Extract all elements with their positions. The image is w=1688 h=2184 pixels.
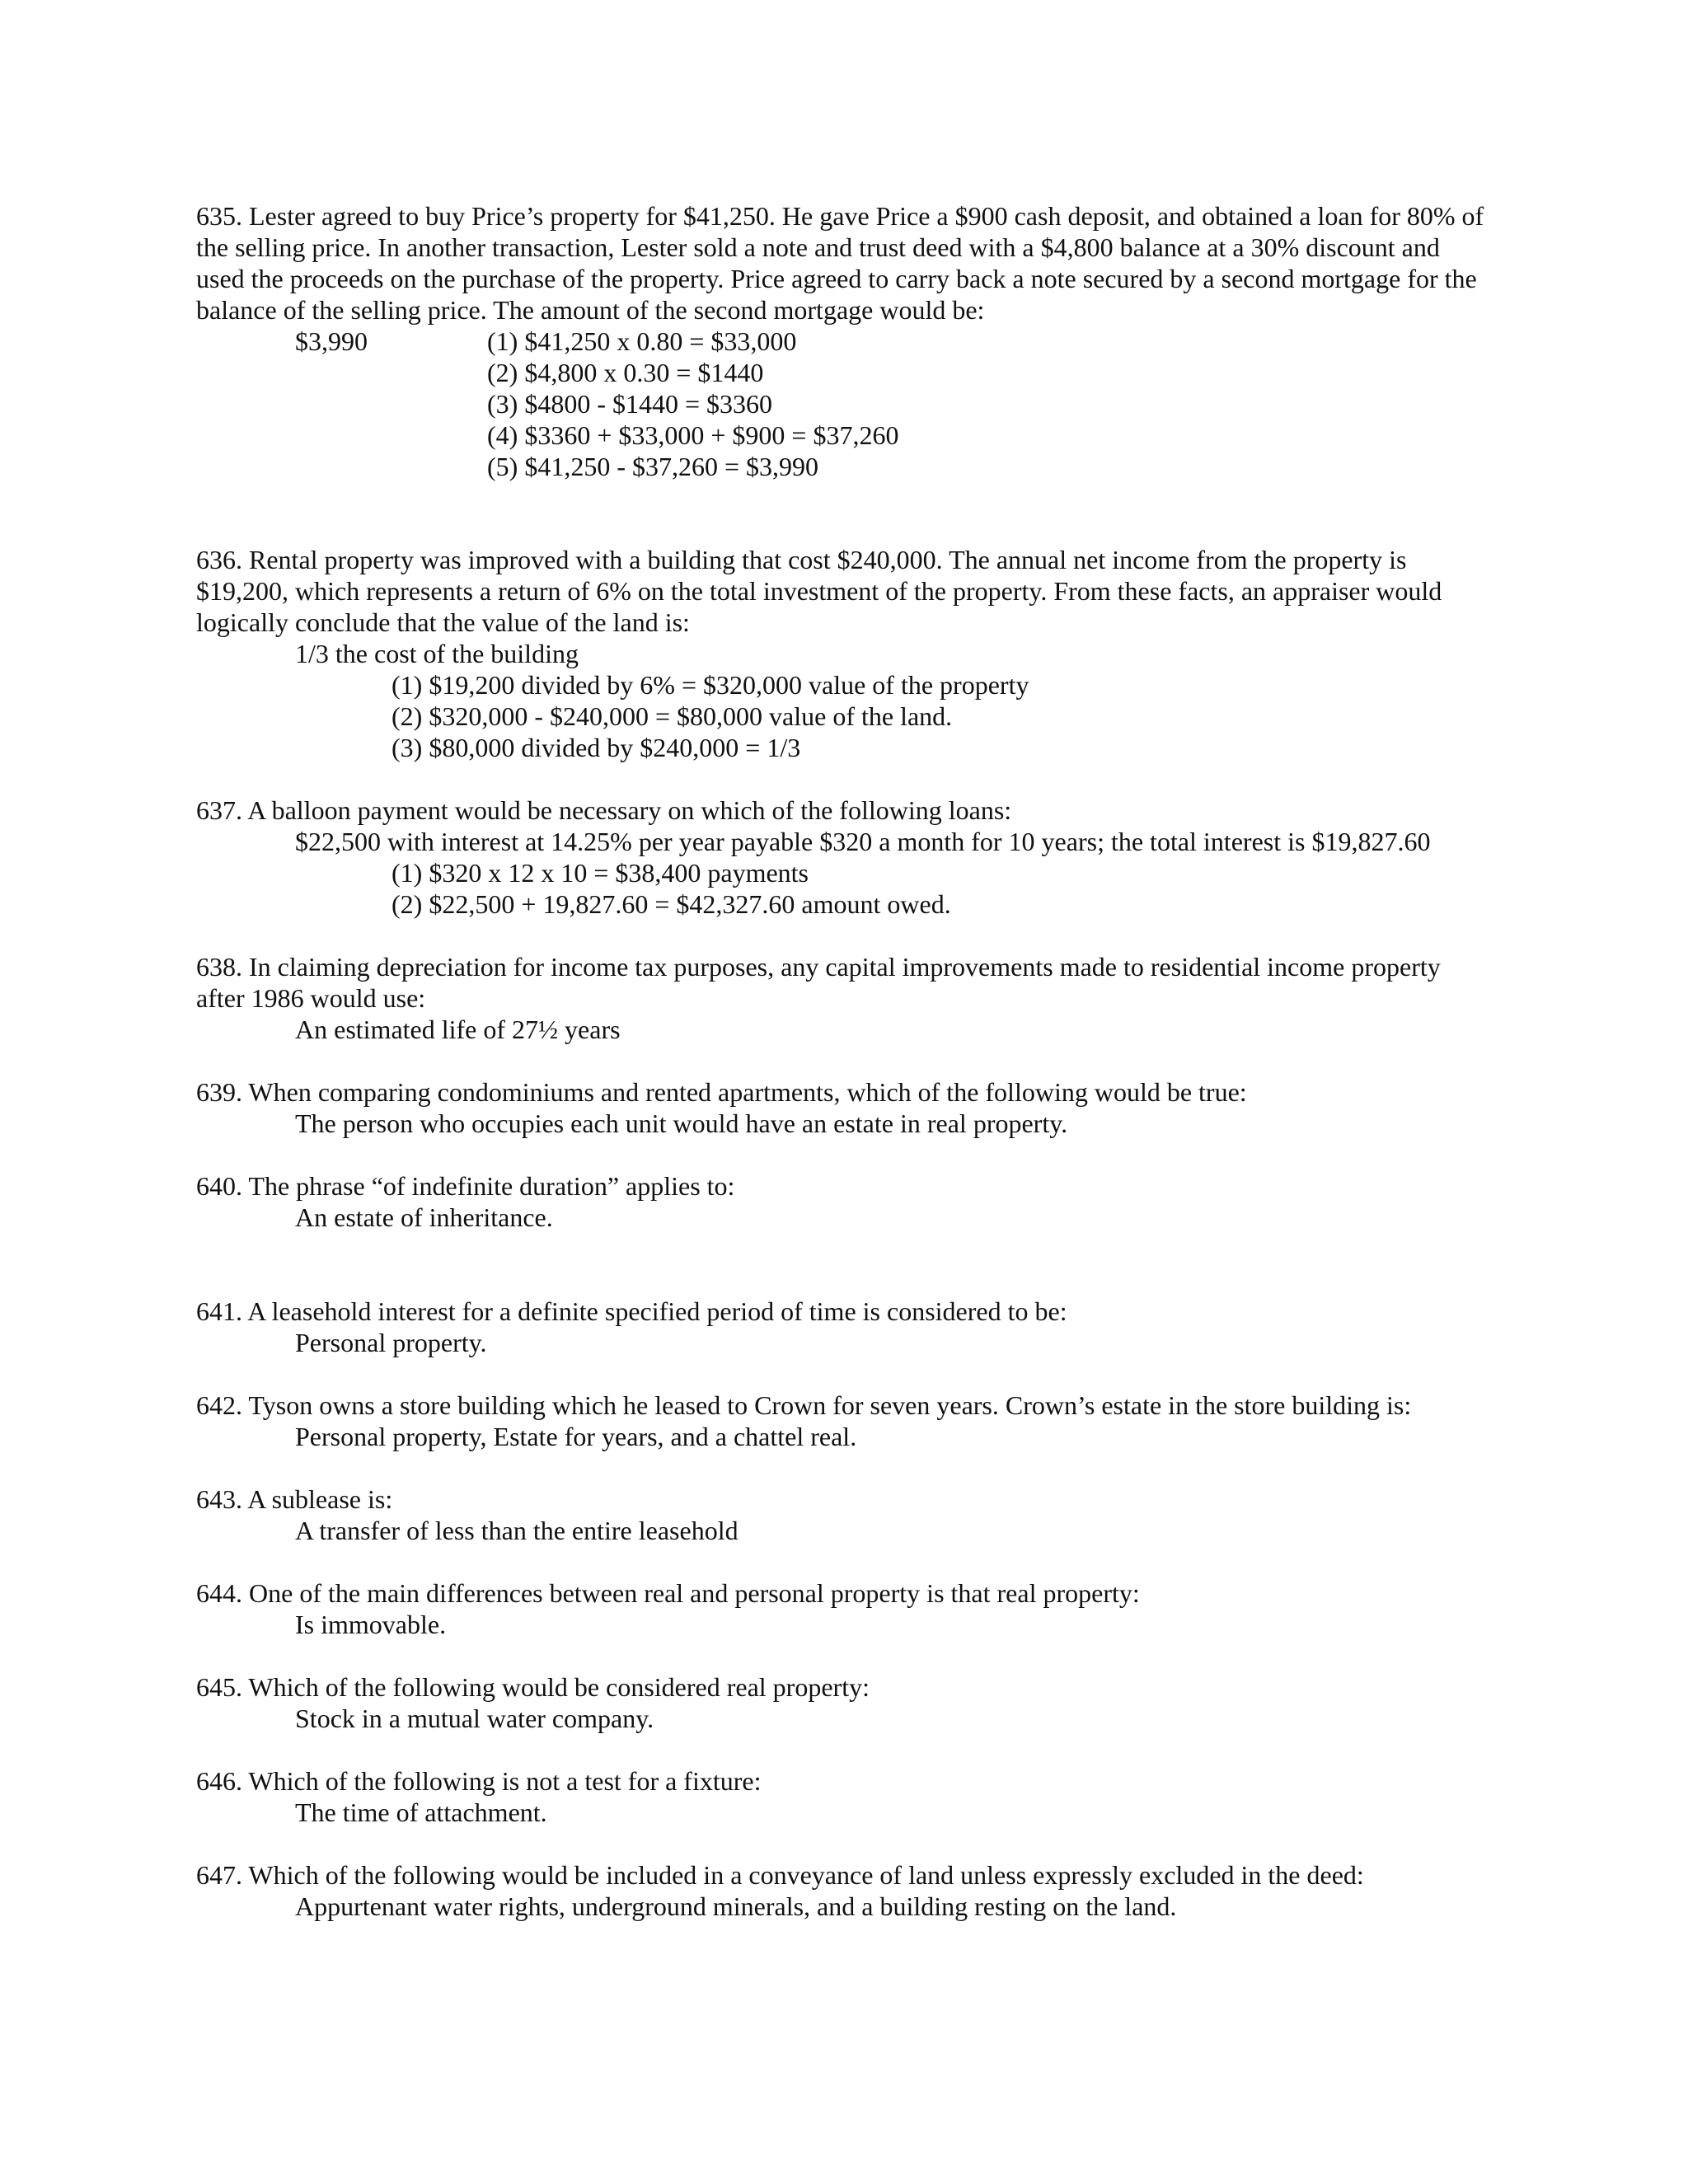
answer-640: An estate of inheritance. — [295, 1202, 553, 1232]
answer-643: A transfer of less than the entire leasehold — [295, 1516, 738, 1545]
question-639-text: 639. When comparing condominiums and rented apartments, which of the following would be true: — [196, 1077, 1247, 1107]
calc-step: (4) $3360 + $33,000 + $900 = $37,260 — [487, 420, 899, 450]
question-block-639 — [196, 1076, 1492, 1139]
question-block-640 — [196, 1170, 1492, 1233]
calc-steps-636 — [196, 669, 1492, 763]
question-block-642 — [196, 1390, 1492, 1452]
spacer — [196, 763, 1492, 794]
question-647-text: 647. Which of the following would be included in a conveyance of land unless expressly excluded in the deed: — [196, 1860, 1364, 1890]
answer-639: The person who occupies each unit would have an estate in real property. — [295, 1108, 1068, 1138]
calc-step: (1) $19,200 divided by 6% = $320,000 value of the property — [392, 670, 1029, 700]
calc-step: (2) $320,000 - $240,000 = $80,000 value of the land. — [392, 701, 953, 731]
spacer — [196, 482, 1492, 544]
calc-step: (3) $4800 - $1440 = $3360 — [487, 389, 773, 419]
answer-637: $22,500 with interest at 14.25% per year payable $320 a month for 10 years; the total interest is $19,827.60 — [295, 827, 1431, 856]
answer-638: An estimated life of 27½ years — [295, 1015, 621, 1044]
question-637-text: 637. A balloon payment would be necessary on which of the following loans: — [196, 795, 1012, 825]
calc-step: (5) $41,250 - $37,260 = $3,990 — [487, 452, 819, 481]
question-block-638 — [196, 951, 1492, 1045]
answer-642: Personal property, Estate for years, and a chattel real. — [295, 1422, 857, 1451]
question-646-text: 646. Which of the following is not a test for a fixture: — [196, 1766, 762, 1796]
spacer — [196, 1045, 1492, 1076]
question-642-text: 642. Tyson owns a store building which he leased to Crown for seven years. Crown’s estate in the store building is: — [196, 1390, 1412, 1420]
spacer — [196, 1640, 1492, 1671]
question-block-644 — [196, 1577, 1492, 1640]
spacer — [196, 1734, 1492, 1765]
question-645-text: 645. Which of the following would be considered real property: — [196, 1672, 870, 1702]
question-block-646 — [196, 1765, 1492, 1828]
spacer — [196, 1139, 1492, 1170]
question-643-text: 643. A sublease is: — [196, 1484, 393, 1514]
document-content — [196, 200, 1492, 1922]
answer-644: Is immovable. — [295, 1610, 447, 1639]
calc-step: (1) $41,250 x 0.80 = $33,000 — [487, 326, 797, 356]
calc-step: (1) $320 x 12 x 10 = $38,400 payments — [392, 858, 809, 888]
calc-step: (3) $80,000 divided by $240,000 = 1/3 — [392, 733, 801, 762]
calc-steps-637 — [196, 857, 1492, 920]
answer-645: Stock in a mutual water company. — [295, 1704, 654, 1733]
answer-646: The time of attachment. — [295, 1797, 547, 1827]
question-635-text: 635. Lester agreed to buy Price’s property for $41,250. He gave Price a $900 cash deposit, and obtained a loan for 80% of the selling price. In another transaction, Lester sold a note and trust deed with a $4,800 balance at a 30% discount and used the proceeds on the purchase of the property. Price agreed to carry back a note secured by a second mortgage for the balance of the selling price. The amount of the second mortgage would be: — [196, 201, 1484, 325]
calc-step: (2) $4,800 x 0.30 = $1440 — [487, 358, 764, 387]
question-block-647 — [196, 1859, 1492, 1922]
question-640-text: 640. The phrase “of indefinite duration” applies to: — [196, 1171, 735, 1201]
question-block-643 — [196, 1483, 1492, 1546]
answer-635-row — [196, 326, 1492, 482]
answer-636: 1/3 the cost of the building — [295, 639, 579, 668]
spacer — [196, 1358, 1492, 1390]
spacer — [196, 1233, 1492, 1296]
calc-steps-635 — [487, 326, 898, 482]
answer-647: Appurtenant water rights, underground minerals, and a building resting on the land. — [295, 1891, 1177, 1921]
question-641-text: 641. A leasehold interest for a definite specified period of time is considered to be: — [196, 1296, 1067, 1326]
spacer — [196, 1452, 1492, 1483]
question-block-635 — [196, 200, 1492, 482]
question-638-text: 638. In claiming depreciation for income tax purposes, any capital improvements made to residential income property after 1986 would use: — [196, 952, 1441, 1013]
spacer — [196, 1546, 1492, 1577]
question-block-637 — [196, 794, 1492, 920]
spacer — [196, 1828, 1492, 1859]
question-block-645 — [196, 1671, 1492, 1734]
question-block-641 — [196, 1296, 1492, 1358]
answer-635: $3,990 — [295, 326, 368, 356]
calc-step: (2) $22,500 + 19,827.60 = $42,327.60 amount owed. — [392, 889, 951, 919]
spacer — [196, 920, 1492, 951]
question-644-text: 644. One of the main differences between real and personal property is that real property: — [196, 1578, 1140, 1608]
question-636-text: 636. Rental property was improved with a building that cost $240,000. The annual net income from the property is $19,200, which represents a return of 6% on the total investment of the property. From these facts, an appraiser would logically conclude that the value of the land is: — [196, 545, 1442, 637]
question-block-636 — [196, 544, 1492, 763]
answer-641: Personal property. — [295, 1328, 487, 1357]
